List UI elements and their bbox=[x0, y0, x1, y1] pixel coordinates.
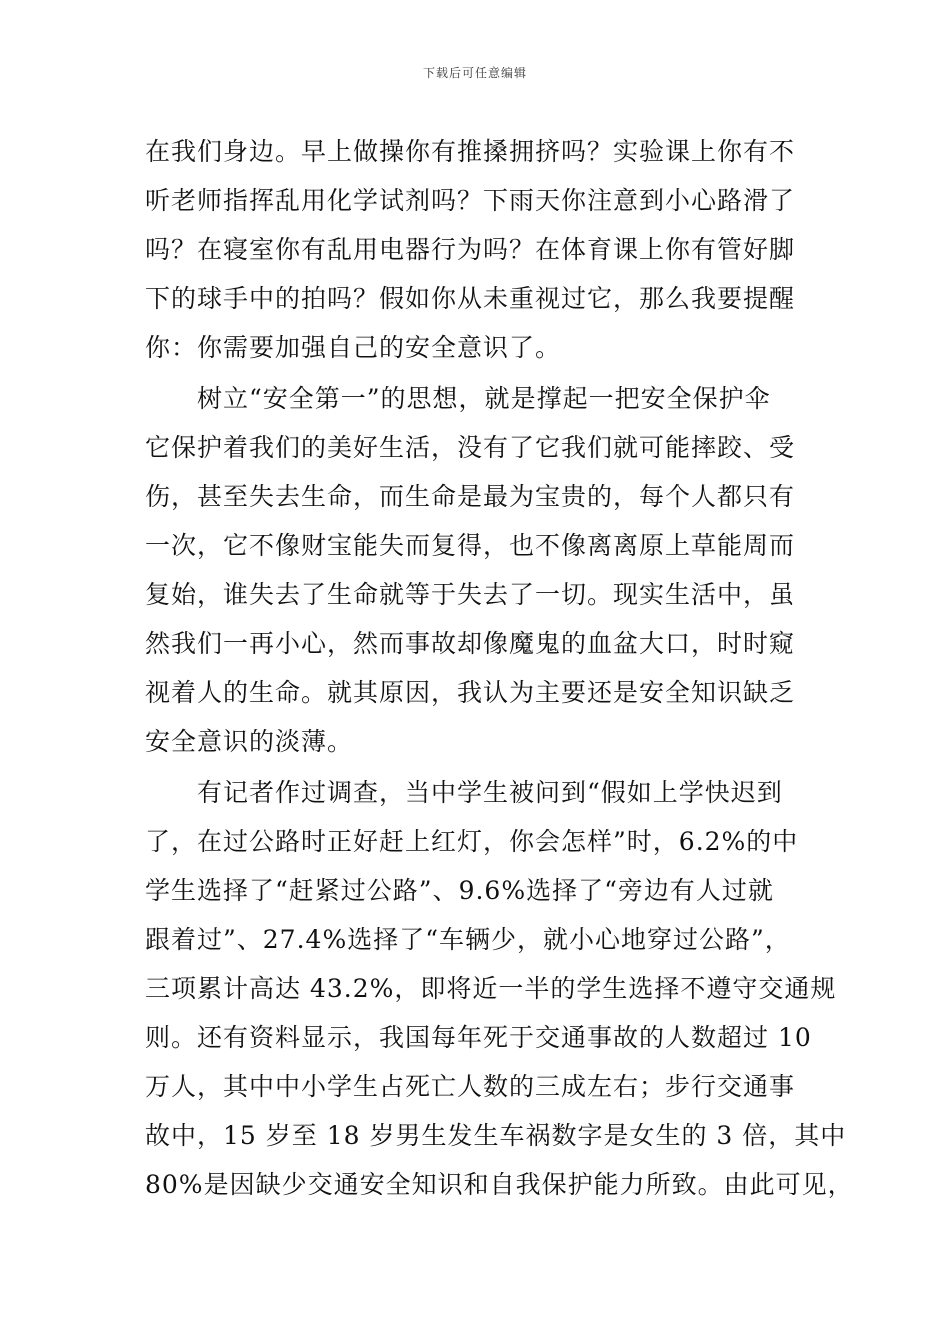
text-line: 安全意识的淡薄。 bbox=[145, 727, 354, 756]
text-line: 下的球手中的拍吗？假如你从未重视过它，那么我要提醒 bbox=[145, 284, 796, 313]
text-line: 在我们身边。早上做操你有推搡拥挤吗？实验课上你有不 bbox=[145, 137, 796, 166]
text-line: 复始，谁失去了生命就等于失去了一切。现实生活中，虽 bbox=[145, 580, 796, 609]
text-line: 视着人的生命。就其原因，我认为主要还是安全知识缺乏 bbox=[145, 678, 796, 707]
text-line: 跟着过”、27.4%选择了“车辆少，就小心地穿过公路”， bbox=[145, 925, 791, 954]
text-line: 了，在过公路时正好赶上红灯，你会怎样”时，6.2%的中 bbox=[145, 827, 799, 856]
text-line: 万人，其中中小学生占死亡人数的三成左右；步行交通事 bbox=[145, 1072, 796, 1101]
text-line: 伤，甚至失去生命，而生命是最为宝贵的，每个人都只有 bbox=[145, 482, 796, 511]
text-line: 三项累计高达 43.2%，即将近一半的学生选择不遵守交通规 bbox=[145, 974, 837, 1003]
text-line: 你：你需要加强自己的安全意识了。 bbox=[145, 333, 562, 362]
text-line: 听老师指挥乱用化学试剂吗？下雨天你注意到小心路滑了 bbox=[145, 186, 796, 215]
text-line: 然我们一再小心，然而事故却像魔鬼的血盆大口，时时窥 bbox=[145, 629, 796, 658]
text-line: 学生选择了“赶紧过公路”、9.6%选择了“旁边有人过就 bbox=[145, 876, 774, 905]
text-line: 一次，它不像财宝能失而复得，也不像离离原上草能周而 bbox=[145, 531, 796, 560]
paragraph-start-line: 有记者作过调查，当中学生被问到“假如上学快迟到 bbox=[197, 778, 783, 807]
text-line: 它保护着我们的美好生活，没有了它我们就可能摔跤、受 bbox=[145, 433, 796, 462]
text-line: 80%是因缺少交通安全知识和自我保护能力所致。由此可见， bbox=[145, 1170, 854, 1199]
text-line: 故中，15 岁至 18 岁男生发生车祸数字是女生的 3 倍，其中 bbox=[145, 1121, 847, 1150]
page-header-note: 下载后可任意编辑 bbox=[422, 66, 527, 80]
text-line: 则。还有资料显示，我国每年死于交通事故的人数超过 10 bbox=[145, 1023, 812, 1052]
paragraph-start-line: 树立“安全第一”的思想，就是撑起一把安全保护伞 bbox=[197, 384, 771, 413]
text-line: 吗？在寝室你有乱用电器行为吗？在体育课上你有管好脚 bbox=[145, 235, 796, 264]
